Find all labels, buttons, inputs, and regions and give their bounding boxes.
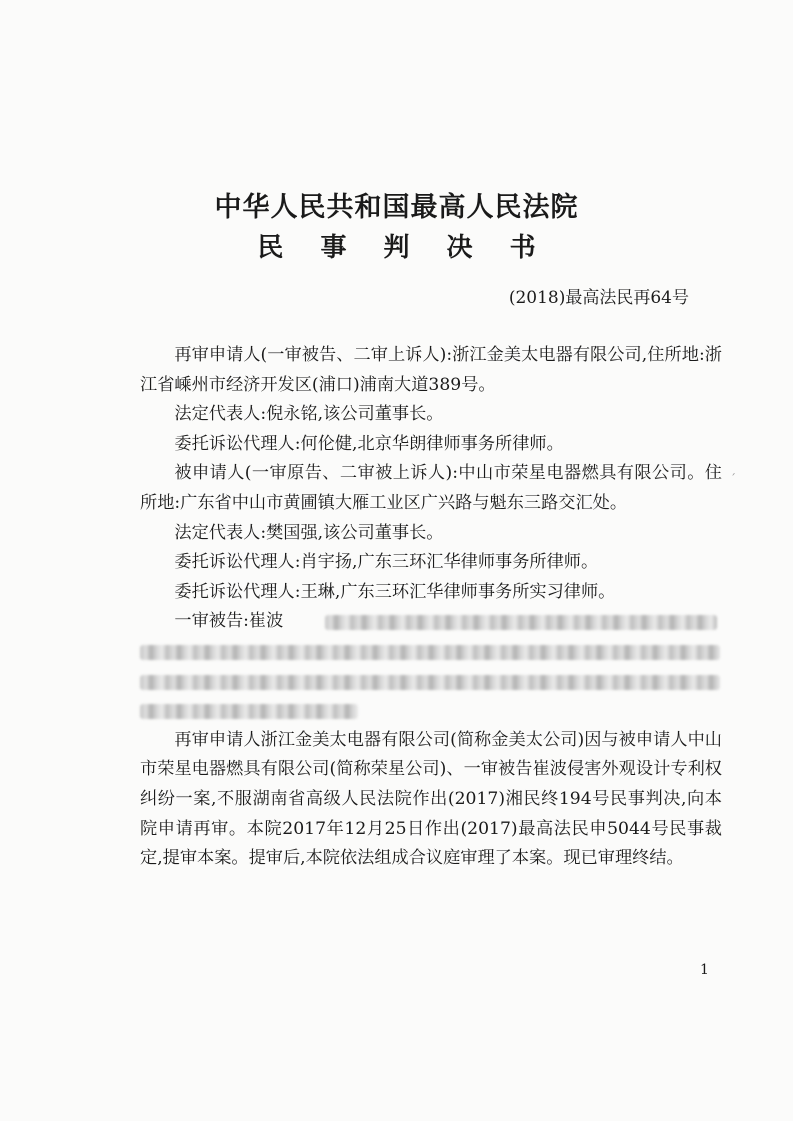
document-type-title: 民 事 判 决 书 [257, 233, 550, 263]
judgment-body [140, 341, 722, 874]
redacted-line [140, 696, 722, 726]
party-respondent-agent-1: 委托诉讼代理人:肖宇扬,广东三环汇华律师事务所律师。 [174, 552, 599, 573]
redacted-line [140, 637, 722, 667]
court-title: 中华人民共和国最高人民法院 [214, 192, 579, 223]
party-respondent-agent-2: 委托诉讼代理人:王琳,广东三环汇华律师事务所实习律师。 [174, 581, 616, 602]
party-applicant-agent: 委托诉讼代理人:何伦健,北京华朗律师事务所律师。 [174, 433, 564, 454]
party-respondent-representative: 法定代表人:樊国强,该公司董事长。 [174, 522, 444, 543]
redacted-line [140, 667, 722, 697]
redacted-party-prefix: 一审被告:崔波 [174, 611, 284, 632]
party-applicant: 再审申请人(一审被告、二审上诉人):浙江金美太电器有限公司,住所地:浙江省嵊州市经济开发区(浦口)浦南大道389号。 [140, 345, 722, 395]
case-summary: 再审申请人浙江金美太电器有限公司(简称金美太公司)因与被申请人中山市荣星电器燃具有限公司(简称荣星公司)、一审被告崔波侵害外观设计专利权纠纷一案,不服湖南省高级人民法院作出(2017)湘民终194号民事判决,向本院申请再审。本院2017年12月25日作出(2017)最高法民申5044号民事裁定,提审本案。提审后,本院依法组成合议庭审理了本案。现已审理终结。 [140, 729, 722, 869]
redaction-bar [140, 704, 358, 719]
redaction-bar [140, 675, 720, 690]
redaction-bar [325, 615, 717, 630]
redaction-bar [140, 645, 720, 660]
redacted-line [140, 607, 722, 637]
page-number: 1 [700, 962, 709, 978]
case-number: (2018)最高法民再64号 [508, 288, 689, 308]
party-respondent: 被申请人(一审原告、二审被上诉人):中山市荣星电器燃具有限公司。住所地:广东省中山市黄圃镇大雁工业区广兴路与魁东三路交汇处。 [140, 463, 722, 513]
redacted-party-block [140, 607, 722, 725]
scan-edge-mark: ˊ [730, 472, 736, 486]
party-applicant-representative: 法定代表人:倪永铭,该公司董事长。 [174, 404, 444, 425]
